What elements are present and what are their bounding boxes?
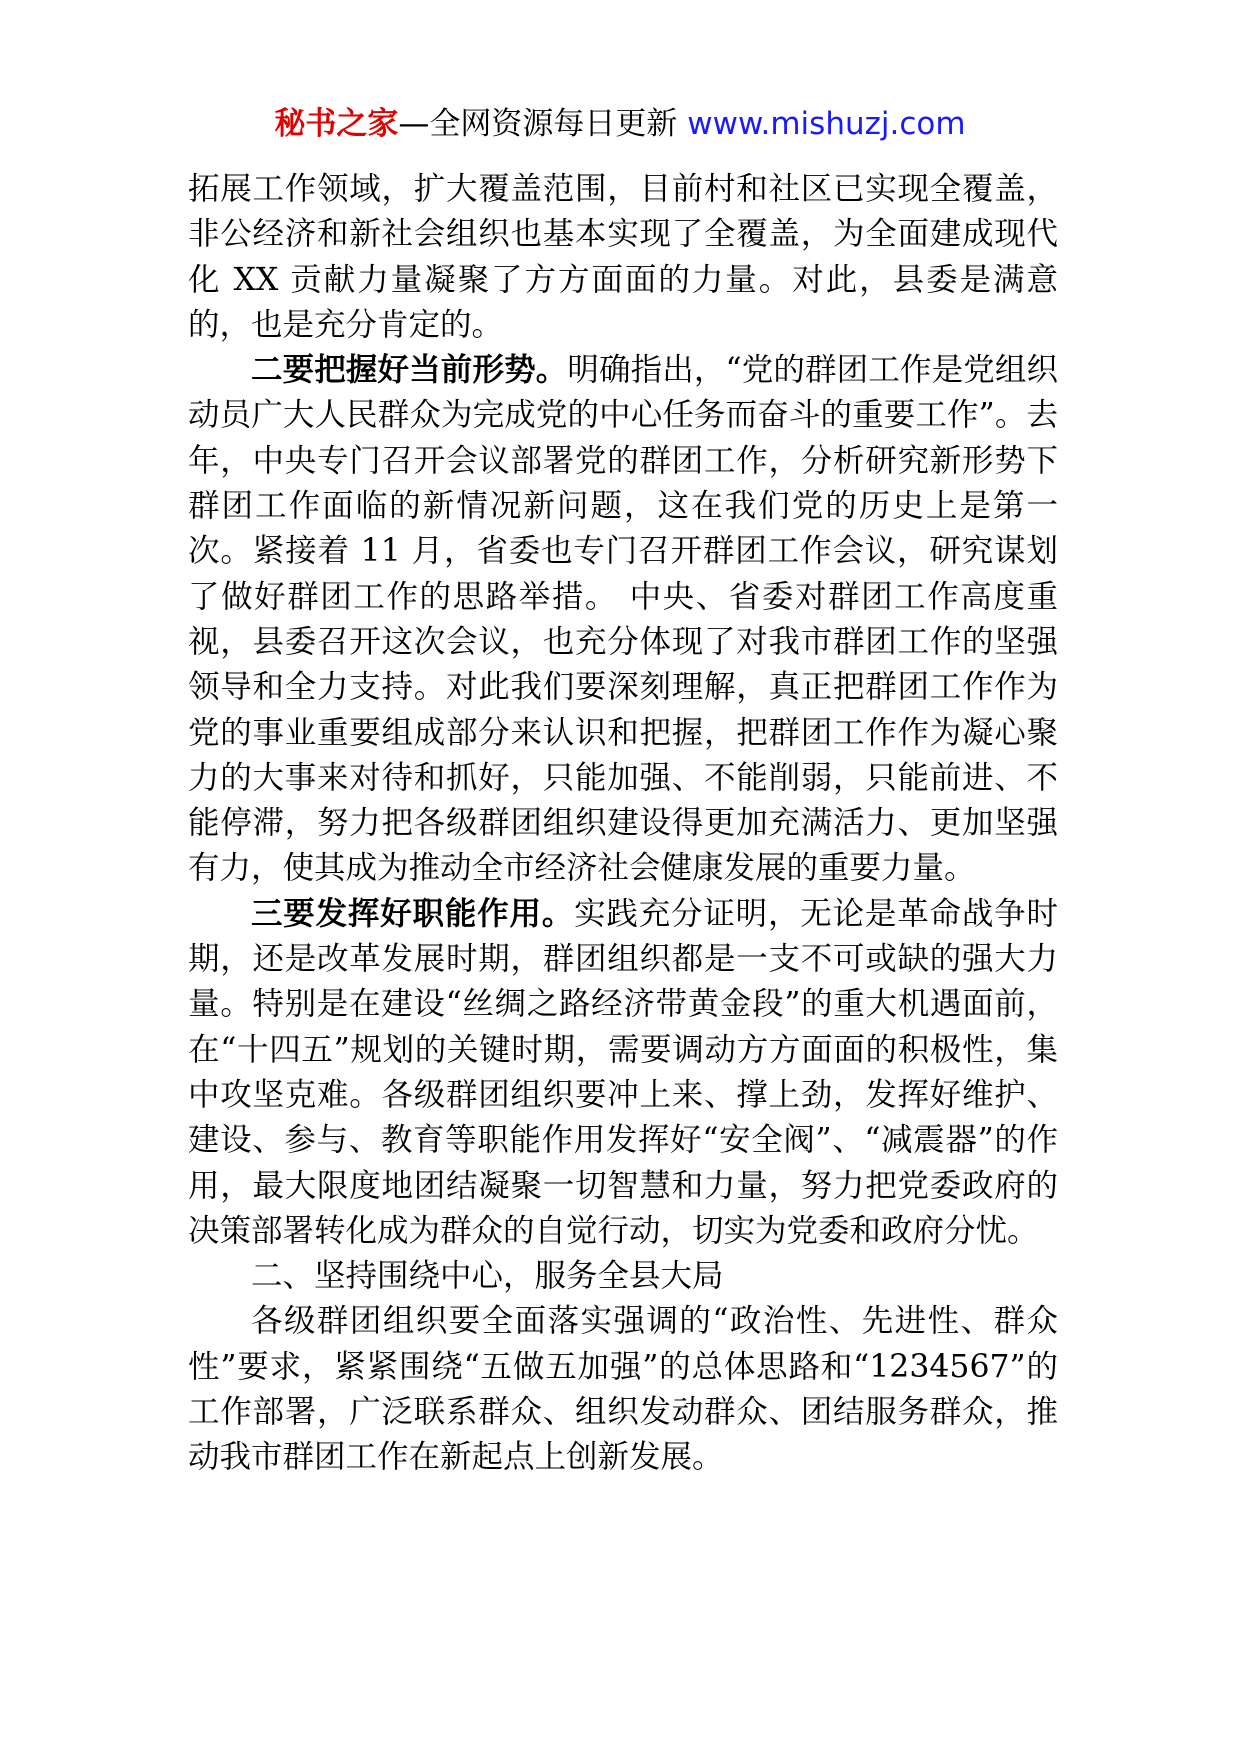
- section-heading-text: 二、坚持围绕中心，服务全县大局: [251, 1258, 724, 1295]
- paragraph-heading: 二要把握好当前形势。: [251, 352, 568, 389]
- brand-name: 秘书之家: [274, 106, 399, 142]
- website-link[interactable]: www.mishuzj.com: [687, 106, 966, 142]
- section-heading: [188, 1254, 1058, 1299]
- document-body: [188, 167, 1058, 1481]
- paragraph-continuation: [188, 167, 1058, 348]
- paragraph-text: 明确指出，“党的群团工作是党组织动员广大人民群众为完成党的中心任务而奋斗的重要工作”。去年，中央专门召开会议部署党的群团工作，分析研究新形势下群团工作面临的新情况新问题，这在我们党的历史上是第一次。紧接着 11 月，省委也专门召开群团工作会议，研究谋划了做好群团工作的思路举措。 中央、省委对群团工作高度重视，县委召开这次会议，也充分体现了对我市群团工作的坚强领导和全力支持。对此我们要深刻理解，真正把群团工作作为党的事业重要组成部分来认识和把握，把群团工作作为凝心聚力的大事来对待和抓好，只能加强、不能削弱，只能前进、不能停滞，努力把各级群团组织建设得更加充满活力、更加坚强有力，使其成为推动全市经济社会健康发展的重要力量。: [188, 352, 1058, 887]
- paragraph-current-situation: [188, 348, 1058, 892]
- paragraph-requirements: [188, 1299, 1058, 1480]
- paragraph-text: 拓展工作领域，扩大覆盖范围，目前村和社区已实现全覆盖，非公经济和新社会组织也基本实现了全覆盖，为全面建成现代化 XX 贡献力量凝聚了方方面面的力量。对此，县委是满意的，也是充分肯定的。: [188, 171, 1058, 343]
- paragraph-text: 实践充分证明，无论是革命战争时期，还是改革发展时期，群团组织都是一支不可或缺的强大力量。特别是在建设“丝绸之路经济带黄金段”的重大机遇面前，在“十四五”规划的关键时期，需要调动方方面面的积极性，集中攻坚克难。各级群团组织要冲上来、撑上劲，发挥好维护、建设、参与、教育等职能作用发挥好“安全阀”、“减震器”的作用，最大限度地团结凝聚一切智慧和力量，努力把党委政府的决策部署转化成为群众的自觉行动，切实为党委和政府分忧。: [188, 895, 1058, 1249]
- header-slogan: —全网资源每日更新: [398, 106, 678, 142]
- paragraph-functional-role: [188, 892, 1058, 1254]
- paragraph-heading: 三要发挥好职能作用。: [251, 895, 575, 932]
- paragraph-text: 各级群团组织要全面落实强调的“政治性、先进性、群众性”要求，紧紧围绕“五做五加强”的总体思路和“1234567”的工作部署，广泛联系群众、组织发动群众、团结服务群众，推动我市群团工作在新起点上创新发展。: [188, 1303, 1058, 1476]
- page-header: [0, 98, 1240, 150]
